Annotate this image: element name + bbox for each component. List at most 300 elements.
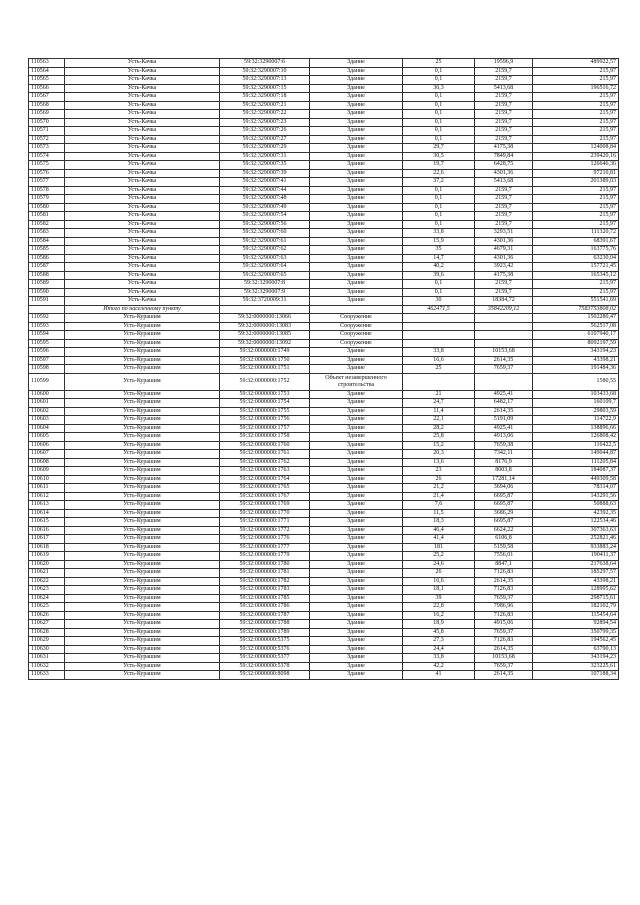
- cell-settlement: Усть-Курашим: [65, 569, 220, 578]
- cell-object-type: Здание: [310, 118, 403, 127]
- cell-object-type: Здание: [310, 220, 403, 229]
- cell-cadastral-value: 215,97: [533, 76, 619, 85]
- cell-specific-value: 6106,8: [475, 535, 533, 544]
- cell-cadastral-value: 551541,69: [533, 297, 619, 306]
- cell-settlement: Усть-Качка: [65, 127, 220, 136]
- cell-cadastral-number: 59:32:0000000:1767: [220, 492, 310, 501]
- cell-cadastral-number: [220, 305, 310, 314]
- cell-specific-value: 4925,41: [475, 424, 533, 433]
- cell-cadastral-number: 59:32:3290007:18: [220, 93, 310, 102]
- cell-row-number: 110589: [29, 280, 65, 289]
- cell-object-type: Здание: [310, 407, 403, 416]
- cell-specific-value: 17281,14: [475, 475, 533, 484]
- cell-cadastral-number: 59:32:3290007:8: [220, 280, 310, 289]
- cell-row-number: 110572: [29, 135, 65, 144]
- cell-settlement: Усть-Качка: [65, 144, 220, 153]
- table-row: [29, 611, 619, 620]
- cell-settlement: Усть-Качка: [65, 254, 220, 263]
- table-row: [29, 322, 619, 331]
- cell-object-type: Здание: [310, 390, 403, 399]
- cell-cadastral-number: 59:32:3290007:13: [220, 76, 310, 85]
- cell-object-type: Сооружение: [310, 331, 403, 340]
- cell-specific-value: [475, 322, 533, 331]
- cell-cadastral-value: 6107940,17: [533, 331, 619, 340]
- cell-row-number: 110571: [29, 127, 65, 136]
- table-row: [29, 441, 619, 450]
- cell-object-type: Здание: [310, 526, 403, 535]
- cell-object-type: Здание: [310, 603, 403, 612]
- cell-specific-value: 7659,37: [475, 628, 533, 637]
- cell-settlement: Усть-Курашим: [65, 492, 220, 501]
- cell-specific-value: 2614,35: [475, 577, 533, 586]
- cell-row-number: 110619: [29, 552, 65, 561]
- cell-cadastral-value: 111205,84: [533, 458, 619, 467]
- cell-specific-value: 3923,42: [475, 263, 533, 272]
- cell-specific-value: 2159,7: [475, 127, 533, 136]
- table-row: [29, 135, 619, 144]
- cell-settlement: Усть-Курашим: [65, 484, 220, 493]
- cell-settlement: Усть-Качка: [65, 59, 220, 68]
- cell-row-number: 110579: [29, 195, 65, 204]
- cell-cadastral-number: 59:32:0000000:1781: [220, 569, 310, 578]
- table-row: [29, 543, 619, 552]
- cell-object-type: Здание: [310, 59, 403, 68]
- cell-settlement: Усть-Курашим: [65, 662, 220, 671]
- cell-settlement: Усть-Качка: [65, 280, 220, 289]
- cell-specific-value: 2159,7: [475, 280, 533, 289]
- cell-settlement: Усть-Курашим: [65, 407, 220, 416]
- cell-cadastral-number: 59:32:3290007:60: [220, 229, 310, 238]
- cell-row-number: 110627: [29, 620, 65, 629]
- cell-specific-value: 3293,51: [475, 229, 533, 238]
- cell-cadastral-value: 215,97: [533, 186, 619, 195]
- table-row: [29, 178, 619, 187]
- cell-cadastral-value: 252821,46: [533, 535, 619, 544]
- cell-specific-value: 2159,7: [475, 135, 533, 144]
- cell-cadastral-value: 103433,68: [533, 390, 619, 399]
- cell-specific-value: 7556,01: [475, 552, 533, 561]
- cell-cadastral-value: 43398,21: [533, 577, 619, 586]
- cell-cadastral-number: 59:32:0000000:1757: [220, 424, 310, 433]
- cell-settlement: Усть-Курашим: [65, 458, 220, 467]
- cell-settlement: Усть-Курашим: [65, 501, 220, 510]
- cell-row-number: 110601: [29, 399, 65, 408]
- table-row: [29, 93, 619, 102]
- cell-cadastral-value: 215,97: [533, 127, 619, 136]
- cell-row-number: 110631: [29, 654, 65, 663]
- cell-settlement: Усть-Качка: [65, 203, 220, 212]
- cell-cadastral-number: 59:32:0000000:1779: [220, 552, 310, 561]
- cell-settlement: Усть-Курашим: [65, 577, 220, 586]
- cell-row-number: 110610: [29, 475, 65, 484]
- cell-specific-value: 6695,87: [475, 492, 533, 501]
- cell-area: 24,6: [403, 560, 475, 569]
- cell-cadastral-value: 191484,36: [533, 365, 619, 374]
- cell-object-type: Здание: [310, 654, 403, 663]
- cell-object-type: Здание: [310, 501, 403, 510]
- table-row: [29, 110, 619, 119]
- cell-area: [403, 314, 475, 323]
- cell-cadastral-number: 59:32:3290007:39: [220, 169, 310, 178]
- table-row: [29, 637, 619, 646]
- cell-settlement: Усть-Курашим: [65, 611, 220, 620]
- table-row: [29, 560, 619, 569]
- cell-row-number: 110632: [29, 662, 65, 671]
- cell-specific-value: [475, 339, 533, 348]
- cell-specific-value: [475, 314, 533, 323]
- cell-cadastral-number: 59:32:0000000:5377: [220, 654, 310, 663]
- cell-row-number: 110567: [29, 93, 65, 102]
- cell-cadastral-number: 59:32:3290007:44: [220, 186, 310, 195]
- cell-cadastral-value: 114722,9: [533, 416, 619, 425]
- cell-area: 25,2: [403, 552, 475, 561]
- cell-area: 11,4: [403, 407, 475, 416]
- cell-area: 40,2: [403, 263, 475, 272]
- cell-settlement: Усть-Курашим: [65, 654, 220, 663]
- table-row: [29, 492, 619, 501]
- cell-specific-value: 7126,83: [475, 611, 533, 620]
- cell-settlement: Усть-Курашим: [65, 628, 220, 637]
- cell-row-number: 110612: [29, 492, 65, 501]
- cell-cadastral-value: 107188,34: [533, 671, 619, 680]
- cell-row-number: 110626: [29, 611, 65, 620]
- cell-cadastral-value: 126646,36: [533, 161, 619, 170]
- cell-cadastral-value: 116422,5: [533, 441, 619, 450]
- cell-cadastral-number: 59:32:0000000:1783: [220, 586, 310, 595]
- cell-specific-value: 2159,7: [475, 118, 533, 127]
- cell-settlement: Усть-Курашим: [65, 509, 220, 518]
- cell-row-number: 110629: [29, 637, 65, 646]
- cell-row-number: 110587: [29, 263, 65, 272]
- cell-cadastral-value: 122534,46: [533, 518, 619, 527]
- cell-settlement: Усть-Качка: [65, 76, 220, 85]
- cell-area: 0,1: [403, 220, 475, 229]
- cell-area: 16,6: [403, 356, 475, 365]
- cell-row-number: 110592: [29, 314, 65, 323]
- cell-area: 30: [403, 297, 475, 306]
- cell-object-type: Здание: [310, 577, 403, 586]
- cell-row-number: 110622: [29, 577, 65, 586]
- cell-area: 22,8: [403, 603, 475, 612]
- cell-area: 15,9: [403, 237, 475, 246]
- cell-object-type: Здание: [310, 84, 403, 93]
- cell-specific-value: 2159,7: [475, 220, 533, 229]
- cell-row-number: 110576: [29, 169, 65, 178]
- cell-specific-value: 5191,09: [475, 416, 533, 425]
- cell-row-number: 110588: [29, 271, 65, 280]
- table-row: [29, 628, 619, 637]
- cell-cadastral-number: 59:32:0000000:5378: [220, 662, 310, 671]
- cell-settlement: Усть-Качка: [65, 246, 220, 255]
- cell-settlement: Усть-Качка: [65, 195, 220, 204]
- cell-specific-value: 6428,75: [475, 161, 533, 170]
- cell-cadastral-value: 215,97: [533, 118, 619, 127]
- cell-row-number: 110590: [29, 288, 65, 297]
- table-row: [29, 161, 619, 170]
- cell-cadastral-number: 59:32:3290007:23: [220, 118, 310, 127]
- cell-specific-value: 7659,38: [475, 441, 533, 450]
- cell-area: 27,3: [403, 637, 475, 646]
- cell-row-number: 110583: [29, 229, 65, 238]
- cell-settlement: Усть-Качка: [65, 237, 220, 246]
- cell-cadastral-value: 29803,59: [533, 407, 619, 416]
- cell-object-type: Здание: [310, 671, 403, 680]
- cell-settlement: Усть-Курашим: [65, 586, 220, 595]
- cell-specific-value: 7126,83: [475, 637, 533, 646]
- cell-settlement: Усть-Курашим: [65, 560, 220, 569]
- table-row: [29, 356, 619, 365]
- table-row: [29, 280, 619, 289]
- cell-settlement: Усть-Курашим: [65, 594, 220, 603]
- table-row: [29, 59, 619, 68]
- table-row: [29, 348, 619, 357]
- cell-area: 23: [403, 467, 475, 476]
- cell-object-type: Здание: [310, 543, 403, 552]
- cell-area: 33,8: [403, 229, 475, 238]
- cell-specific-value: 4925,41: [475, 390, 533, 399]
- cell-row-number: 110580: [29, 203, 65, 212]
- table-row: [29, 662, 619, 671]
- table-row: [29, 339, 619, 348]
- cell-specific-value: 4175,38: [475, 144, 533, 153]
- cell-area: 35: [403, 246, 475, 255]
- cell-row-number: 110618: [29, 543, 65, 552]
- table-row: [29, 220, 619, 229]
- cell-object-type: Здание: [310, 594, 403, 603]
- cell-cadastral-value: 194562,45: [533, 637, 619, 646]
- cadastral-value-table: [28, 58, 619, 680]
- cell-specific-value: 2159,7: [475, 76, 533, 85]
- cell-specific-value: 8847,1: [475, 560, 533, 569]
- cell-object-type: Здание: [310, 535, 403, 544]
- cell-specific-value: 5159,58: [475, 543, 533, 552]
- cell-object-type: Здание: [310, 586, 403, 595]
- cell-row-number: 110566: [29, 84, 65, 93]
- cell-cadastral-number: 59:32:3290007:21: [220, 101, 310, 110]
- cell-settlement: Усть-Качка: [65, 271, 220, 280]
- cell-area: 41,4: [403, 535, 475, 544]
- cell-object-type: Здание: [310, 203, 403, 212]
- cell-object-type: Здание: [310, 246, 403, 255]
- cell-object-type: Здание: [310, 127, 403, 136]
- cell-area: 18,1: [403, 586, 475, 595]
- cell-settlement: Усть-Курашим: [65, 467, 220, 476]
- table-row: [29, 501, 619, 510]
- cell-row-number: 110574: [29, 152, 65, 161]
- cell-cadastral-value: 215,97: [533, 135, 619, 144]
- cell-row-number: 110606: [29, 441, 65, 450]
- cell-cadastral-number: 59:32:0000000:1770: [220, 509, 310, 518]
- table-row: [29, 586, 619, 595]
- cell-cadastral-value: 149044,87: [533, 450, 619, 459]
- table-row: [29, 450, 619, 459]
- cell-row-number: 110609: [29, 467, 65, 476]
- cell-settlement: Усть-Курашим: [65, 314, 220, 323]
- table-row: [29, 84, 619, 93]
- cell-settlement: Усть-Курашим: [65, 441, 220, 450]
- cell-cadastral-number: 59:32:0000000:1753: [220, 390, 310, 399]
- cell-row-number: 110575: [29, 161, 65, 170]
- cell-cadastral-number: 59:32:0000000:1772: [220, 526, 310, 535]
- table-row: [29, 305, 619, 314]
- cell-cadastral-number: 59:32:3290007:22: [220, 110, 310, 119]
- cell-area: 462471,5: [403, 305, 475, 314]
- cell-cadastral-number: 59:32:3290007:61: [220, 237, 310, 246]
- cell-row-number: 110582: [29, 220, 65, 229]
- table-row: [29, 314, 619, 323]
- cell-cadastral-number: 59:32:0000000:1751: [220, 365, 310, 374]
- cell-cadastral-value: 165345,12: [533, 271, 619, 280]
- cell-specific-value: 4913,06: [475, 433, 533, 442]
- cell-specific-value: 6695,87: [475, 518, 533, 527]
- cell-object-type: Здание: [310, 254, 403, 263]
- cell-area: 16,6: [403, 577, 475, 586]
- cell-row-number: 110615: [29, 518, 65, 527]
- cell-cadastral-value: 78314,07: [533, 484, 619, 493]
- cell-row-number: 110570: [29, 118, 65, 127]
- cell-object-type: Сооружение: [310, 314, 403, 323]
- cell-settlement: Итого по населенному пункту: [65, 305, 220, 314]
- cell-area: 0,1: [403, 93, 475, 102]
- cell-cadastral-value: 143291,56: [533, 492, 619, 501]
- cell-row-number: 110563: [29, 59, 65, 68]
- cell-object-type: Здание: [310, 450, 403, 459]
- cell-specific-value: 19596,9: [475, 59, 533, 68]
- cell-area: 41: [403, 671, 475, 680]
- cell-area: 22,1: [403, 416, 475, 425]
- cell-object-type: Сооружение: [310, 322, 403, 331]
- cell-settlement: Усть-Курашим: [65, 356, 220, 365]
- cell-object-type: Здание: [310, 101, 403, 110]
- cell-row-number: 110625: [29, 603, 65, 612]
- cell-row-number: 110568: [29, 101, 65, 110]
- cell-cadastral-value: 182102,79: [533, 603, 619, 612]
- cell-area: 42,2: [403, 662, 475, 671]
- cell-settlement: Усть-Качка: [65, 288, 220, 297]
- cell-area: 21: [403, 390, 475, 399]
- table-row: [29, 433, 619, 442]
- cell-specific-value: 7126,83: [475, 569, 533, 578]
- cell-area: 0,1: [403, 212, 475, 221]
- cell-object-type: Здание: [310, 212, 403, 221]
- cell-specific-value: 5413,68: [475, 84, 533, 93]
- cell-object-type: Здание: [310, 467, 403, 476]
- cell-cadastral-value: 215,97: [533, 67, 619, 76]
- table-row: [29, 594, 619, 603]
- table-row: [29, 552, 619, 561]
- cell-area: 18,9: [403, 620, 475, 629]
- cell-object-type: Здание: [310, 110, 403, 119]
- cell-cadastral-number: 59:32:0000000:13083: [220, 322, 310, 331]
- cell-cadastral-number: 59:32:0000000:1789: [220, 628, 310, 637]
- cell-area: 0,1: [403, 186, 475, 195]
- cell-cadastral-value: 215,97: [533, 110, 619, 119]
- cell-object-type: Здание: [310, 348, 403, 357]
- cell-object-type: Здание: [310, 637, 403, 646]
- cell-specific-value: 2159,7: [475, 110, 533, 119]
- cell-row-number: 110624: [29, 594, 65, 603]
- cell-object-type: Здание: [310, 144, 403, 153]
- cell-settlement: Усть-Курашим: [65, 603, 220, 612]
- cell-area: 30,5: [403, 152, 475, 161]
- cell-specific-value: 10153,68: [475, 654, 533, 663]
- cell-cadastral-value: 163775,76: [533, 246, 619, 255]
- cell-specific-value: 2159,7: [475, 203, 533, 212]
- cell-settlement: Усть-Качка: [65, 135, 220, 144]
- cell-object-type: Здание: [310, 492, 403, 501]
- cell-cadastral-value: 215,97: [533, 93, 619, 102]
- cell-cadastral-value: 184087,37: [533, 467, 619, 476]
- table-body: [29, 59, 619, 680]
- cell-area: 19,7: [403, 161, 475, 170]
- cell-row-number: 110573: [29, 144, 65, 153]
- cell-row-number: 110613: [29, 501, 65, 510]
- table-row: [29, 390, 619, 399]
- cell-cadastral-number: 59:32:0000000:1763: [220, 467, 310, 476]
- cell-cadastral-value: 128995,62: [533, 586, 619, 595]
- cell-row-number: 110602: [29, 407, 65, 416]
- cell-cadastral-value: 63230,04: [533, 254, 619, 263]
- cell-area: 25: [403, 59, 475, 68]
- cell-specific-value: 6695,87: [475, 501, 533, 510]
- cell-cadastral-number: 59:32:0000000:13092: [220, 339, 310, 348]
- cell-cadastral-number: 59:32:3290007:31: [220, 152, 310, 161]
- cell-area: 0,1: [403, 288, 475, 297]
- table-row: [29, 535, 619, 544]
- cell-area: 24,7: [403, 399, 475, 408]
- cell-cadastral-number: 59:32:0000000:1771: [220, 518, 310, 527]
- cell-row-number: 110604: [29, 424, 65, 433]
- cell-cadastral-value: 343194,23: [533, 654, 619, 663]
- cell-area: 39: [403, 594, 475, 603]
- cell-cadastral-value: 50888,63: [533, 501, 619, 510]
- cell-area: 26: [403, 475, 475, 484]
- cell-row-number: 110603: [29, 416, 65, 425]
- cell-specific-value: 4301,36: [475, 237, 533, 246]
- cell-cadastral-value: 215,97: [533, 220, 619, 229]
- cell-row-number: 110614: [29, 509, 65, 518]
- cell-area: 33,8: [403, 348, 475, 357]
- cell-specific-value: 7849,84: [475, 152, 533, 161]
- cell-cadastral-value: 323225,61: [533, 662, 619, 671]
- cell-specific-value: 4301,36: [475, 169, 533, 178]
- cell-settlement: Усть-Курашим: [65, 620, 220, 629]
- cell-cadastral-value: 190411,37: [533, 552, 619, 561]
- cell-cadastral-value: 43398,21: [533, 356, 619, 365]
- cell-cadastral-number: 59:32:3290007:48: [220, 195, 310, 204]
- table-row: [29, 654, 619, 663]
- cell-area: [403, 339, 475, 348]
- table-row: [29, 263, 619, 272]
- cell-cadastral-value: 185297,57: [533, 569, 619, 578]
- cell-specific-value: 4301,36: [475, 254, 533, 263]
- cell-cadastral-number: 59:32:0000000:1780: [220, 560, 310, 569]
- cell-object-type: Здание: [310, 552, 403, 561]
- table-row: [29, 645, 619, 654]
- cell-area: 21,2: [403, 484, 475, 493]
- cell-settlement: Усть-Курашим: [65, 671, 220, 680]
- cell-cadastral-value: 8092197,59: [533, 339, 619, 348]
- cell-settlement: Усть-Курашим: [65, 518, 220, 527]
- table-row: [29, 475, 619, 484]
- cell-area: 0,1: [403, 101, 475, 110]
- cell-area: 25: [403, 365, 475, 374]
- cell-object-type: Здание: [310, 628, 403, 637]
- cell-cadastral-number: 59:32:0000000:8098: [220, 671, 310, 680]
- cell-specific-value: 3694,06: [475, 484, 533, 493]
- cell-cadastral-number: 59:32:3290007:15: [220, 84, 310, 93]
- cell-object-type: [310, 305, 403, 314]
